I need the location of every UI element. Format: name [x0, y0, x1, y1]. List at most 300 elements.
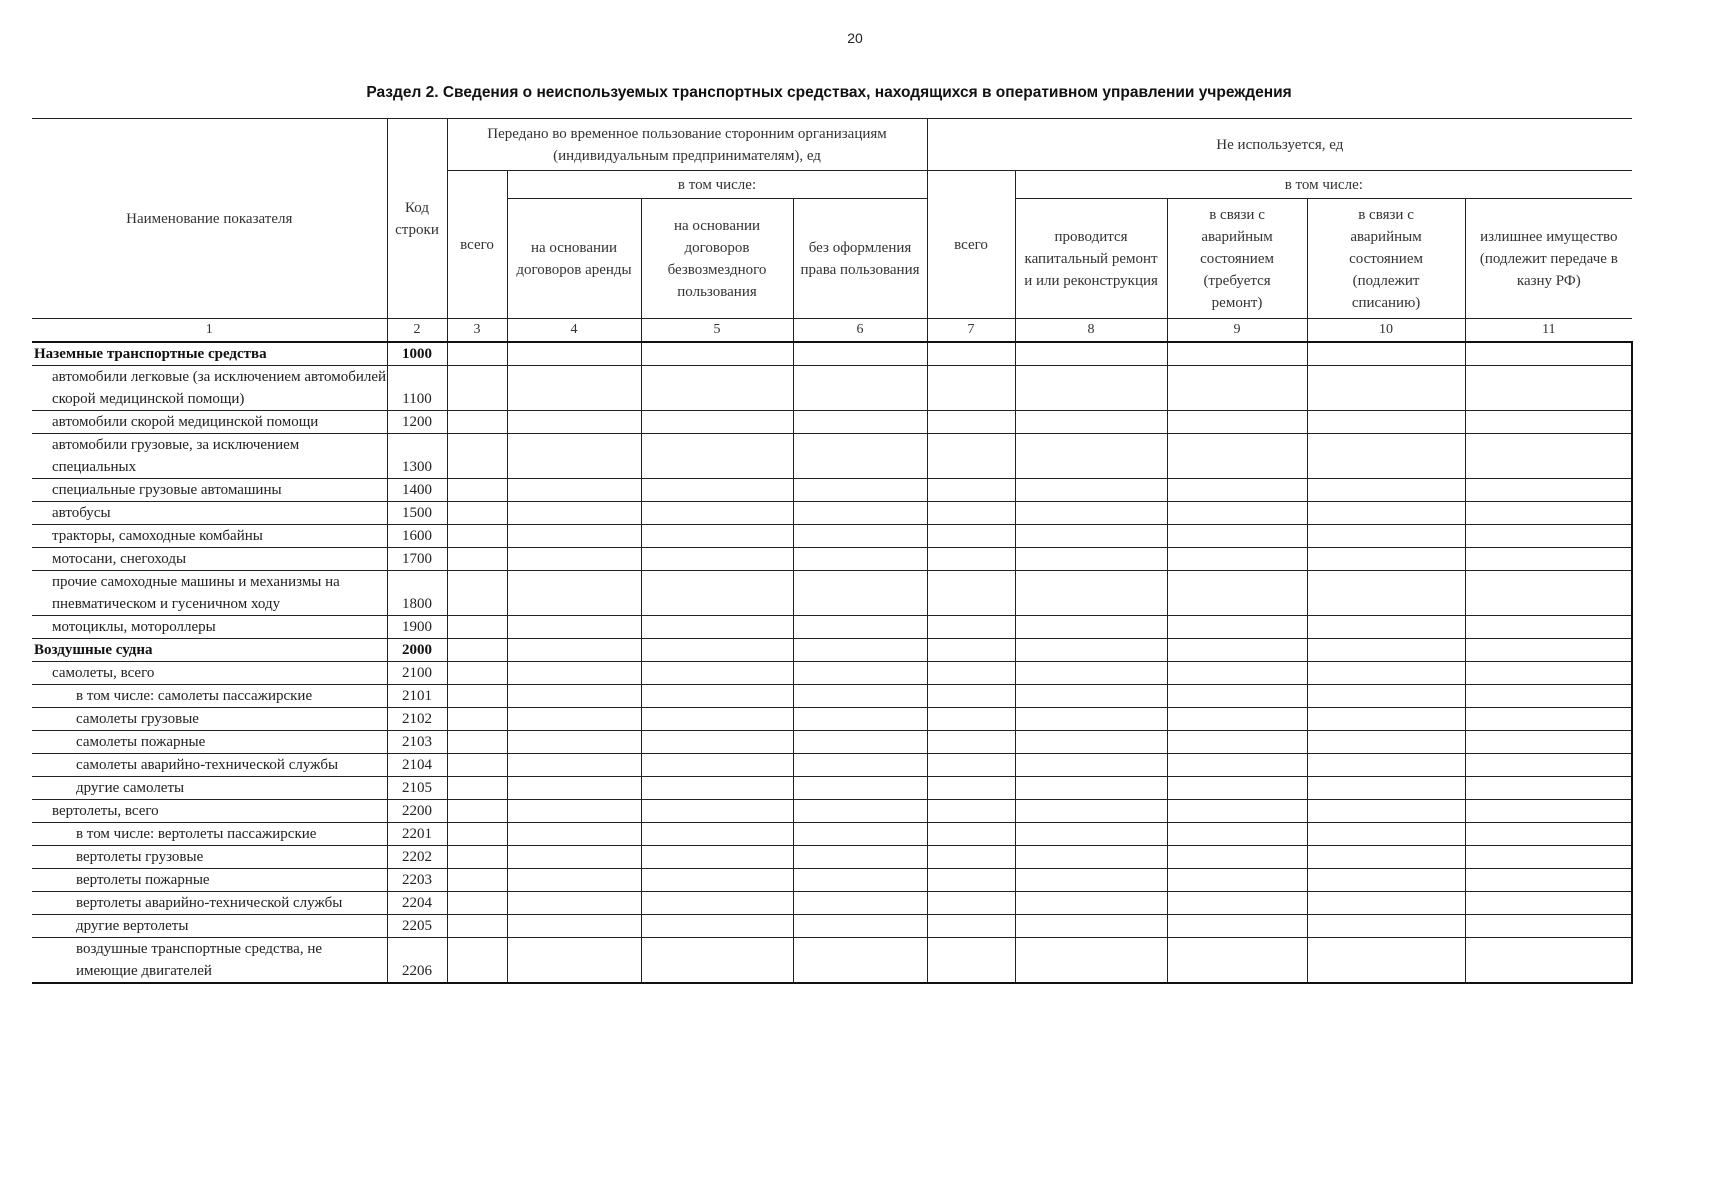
data-cell-col-10[interactable]	[1307, 892, 1465, 915]
data-cell-col-6[interactable]	[793, 502, 927, 525]
row-name: автобусы	[32, 502, 387, 525]
data-cell-col-4[interactable]	[507, 731, 641, 754]
header-unused: Не используется, ед	[927, 119, 1632, 171]
data-cell-col-7[interactable]	[927, 525, 1015, 548]
data-cell-col-7[interactable]	[927, 616, 1015, 639]
data-cell-col-4[interactable]	[507, 571, 641, 616]
data-cell-col-11[interactable]	[1465, 342, 1632, 366]
data-cell-col-11[interactable]	[1465, 731, 1632, 754]
data-cell-col-5[interactable]	[641, 662, 793, 685]
data-cell-col-6[interactable]	[793, 869, 927, 892]
data-cell-col-9[interactable]	[1167, 869, 1307, 892]
data-cell-col-5[interactable]	[641, 616, 793, 639]
data-cell-col-6[interactable]	[793, 846, 927, 869]
data-cell-col-3[interactable]	[447, 571, 507, 616]
data-cell-col-6[interactable]	[793, 662, 927, 685]
row-name: автомобили легковые (за исключением автомобилей скорой медицинской помощи)	[32, 366, 387, 411]
data-cell-col-7[interactable]	[927, 731, 1015, 754]
data-cell-col-5[interactable]	[641, 915, 793, 938]
data-cell-col-4[interactable]	[507, 938, 641, 984]
data-cell-col-5[interactable]	[641, 571, 793, 616]
data-cell-col-7[interactable]	[927, 639, 1015, 662]
page-number: 20	[847, 30, 863, 46]
row-code: 2200	[387, 800, 447, 823]
table-row	[32, 342, 1632, 366]
data-cell-col-9[interactable]	[1167, 571, 1307, 616]
data-cell-col-5[interactable]	[641, 823, 793, 846]
data-cell-col-6[interactable]	[793, 892, 927, 915]
data-cell-col-4[interactable]	[507, 548, 641, 571]
data-cell-col-10[interactable]	[1307, 571, 1465, 616]
data-cell-col-8[interactable]	[1015, 869, 1167, 892]
data-cell-col-9[interactable]	[1167, 915, 1307, 938]
table-row	[32, 708, 1632, 731]
data-cell-col-11[interactable]	[1465, 777, 1632, 800]
data-cell-col-6[interactable]	[793, 708, 927, 731]
data-cell-col-3[interactable]	[447, 502, 507, 525]
data-cell-col-3[interactable]	[447, 708, 507, 731]
data-cell-col-11[interactable]	[1465, 502, 1632, 525]
data-cell-col-10[interactable]	[1307, 777, 1465, 800]
data-cell-col-5[interactable]	[641, 685, 793, 708]
data-cell-col-4[interactable]	[507, 502, 641, 525]
data-cell-col-3[interactable]	[447, 846, 507, 869]
row-name: автомобили скорой медицинской помощи	[32, 411, 387, 434]
data-cell-col-4[interactable]	[507, 892, 641, 915]
data-cell-col-8[interactable]	[1015, 800, 1167, 823]
column-number: 11	[1465, 319, 1632, 343]
data-cell-col-5[interactable]	[641, 479, 793, 502]
table-row	[32, 366, 1632, 411]
column-number: 10	[1307, 319, 1465, 343]
data-cell-col-7[interactable]	[927, 777, 1015, 800]
data-cell-col-9[interactable]	[1167, 616, 1307, 639]
data-cell-col-7[interactable]	[927, 502, 1015, 525]
data-cell-col-9[interactable]	[1167, 502, 1307, 525]
data-cell-col-10[interactable]	[1307, 823, 1465, 846]
table-row	[32, 434, 1632, 479]
data-cell-col-8[interactable]	[1015, 938, 1167, 984]
data-cell-col-8[interactable]	[1015, 616, 1167, 639]
data-cell-col-5[interactable]	[641, 708, 793, 731]
data-cell-col-6[interactable]	[793, 342, 927, 366]
data-cell-col-3[interactable]	[447, 754, 507, 777]
data-cell-col-3[interactable]	[447, 800, 507, 823]
data-cell-col-10[interactable]	[1307, 800, 1465, 823]
data-cell-col-9[interactable]	[1167, 434, 1307, 479]
header-transferred-incl: в том числе:	[507, 171, 927, 199]
column-number: 3	[447, 319, 507, 343]
header-unused-accident-repair: в связи с аварийным состоянием (требуется ремонт)	[1167, 199, 1307, 319]
data-cell-col-7[interactable]	[927, 938, 1015, 984]
data-cell-col-7[interactable]	[927, 869, 1015, 892]
data-cell-col-9[interactable]	[1167, 892, 1307, 915]
row-code: 2204	[387, 892, 447, 915]
data-cell-col-8[interactable]	[1015, 662, 1167, 685]
row-name: Воздушные судна	[32, 639, 387, 662]
data-cell-col-10[interactable]	[1307, 846, 1465, 869]
data-cell-col-3[interactable]	[447, 892, 507, 915]
row-name: самолеты аварийно-технической службы	[32, 754, 387, 777]
row-code: 2104	[387, 754, 447, 777]
data-cell-col-8[interactable]	[1015, 731, 1167, 754]
data-cell-col-3[interactable]	[447, 639, 507, 662]
row-name: вертолеты грузовые	[32, 846, 387, 869]
data-cell-col-10[interactable]	[1307, 869, 1465, 892]
data-cell-col-4[interactable]	[507, 869, 641, 892]
data-cell-col-3[interactable]	[447, 938, 507, 984]
row-code: 1200	[387, 411, 447, 434]
data-cell-col-3[interactable]	[447, 662, 507, 685]
data-cell-col-11[interactable]	[1465, 366, 1632, 411]
row-code: 1400	[387, 479, 447, 502]
data-cell-col-6[interactable]	[793, 616, 927, 639]
data-cell-col-3[interactable]	[447, 366, 507, 411]
data-cell-col-6[interactable]	[793, 366, 927, 411]
data-cell-col-7[interactable]	[927, 411, 1015, 434]
data-cell-col-6[interactable]	[793, 571, 927, 616]
row-name: самолеты грузовые	[32, 708, 387, 731]
data-cell-col-10[interactable]	[1307, 479, 1465, 502]
data-cell-col-8[interactable]	[1015, 434, 1167, 479]
data-cell-col-11[interactable]	[1465, 754, 1632, 777]
data-cell-col-10[interactable]	[1307, 662, 1465, 685]
data-cell-col-10[interactable]	[1307, 708, 1465, 731]
table-row	[32, 548, 1632, 571]
data-cell-col-6[interactable]	[793, 479, 927, 502]
column-number: 5	[641, 319, 793, 343]
data-cell-col-8[interactable]	[1015, 823, 1167, 846]
table-row	[32, 479, 1632, 502]
data-cell-col-11[interactable]	[1465, 639, 1632, 662]
data-cell-col-8[interactable]	[1015, 571, 1167, 616]
data-cell-col-9[interactable]	[1167, 342, 1307, 366]
data-cell-col-7[interactable]	[927, 846, 1015, 869]
data-cell-col-6[interactable]	[793, 525, 927, 548]
data-cell-col-10[interactable]	[1307, 366, 1465, 411]
data-cell-col-10[interactable]	[1307, 548, 1465, 571]
data-cell-col-11[interactable]	[1465, 548, 1632, 571]
data-cell-col-11[interactable]	[1465, 892, 1632, 915]
data-cell-col-10[interactable]	[1307, 411, 1465, 434]
data-cell-col-4[interactable]	[507, 342, 641, 366]
data-cell-col-11[interactable]	[1465, 616, 1632, 639]
data-cell-col-4[interactable]	[507, 639, 641, 662]
header-unused-total: всего	[927, 171, 1015, 319]
data-cell-col-9[interactable]	[1167, 823, 1307, 846]
data-cell-col-5[interactable]	[641, 754, 793, 777]
data-cell-col-9[interactable]	[1167, 708, 1307, 731]
data-cell-col-7[interactable]	[927, 434, 1015, 479]
data-cell-col-3[interactable]	[447, 869, 507, 892]
data-cell-col-11[interactable]	[1465, 869, 1632, 892]
data-cell-col-3[interactable]	[447, 479, 507, 502]
header-transferred-rent: на основании договоров аренды	[507, 199, 641, 319]
table-row	[32, 915, 1632, 938]
data-cell-col-7[interactable]	[927, 548, 1015, 571]
data-cell-col-4[interactable]	[507, 434, 641, 479]
table-body	[32, 342, 1632, 983]
header-name: Наименование показателя	[32, 119, 387, 319]
data-cell-col-7[interactable]	[927, 479, 1015, 502]
data-cell-col-3[interactable]	[447, 616, 507, 639]
data-cell-col-10[interactable]	[1307, 754, 1465, 777]
data-cell-col-3[interactable]	[447, 411, 507, 434]
row-code: 2101	[387, 685, 447, 708]
data-cell-col-9[interactable]	[1167, 777, 1307, 800]
data-cell-col-10[interactable]	[1307, 342, 1465, 366]
data-cell-col-8[interactable]	[1015, 525, 1167, 548]
data-cell-col-8[interactable]	[1015, 366, 1167, 411]
data-cell-col-3[interactable]	[447, 731, 507, 754]
data-cell-col-9[interactable]	[1167, 525, 1307, 548]
data-cell-col-7[interactable]	[927, 823, 1015, 846]
data-cell-col-9[interactable]	[1167, 938, 1307, 984]
row-name: специальные грузовые автомашины	[32, 479, 387, 502]
data-cell-col-3[interactable]	[447, 342, 507, 366]
data-cell-col-3[interactable]	[447, 548, 507, 571]
header-code: Код строки	[387, 119, 447, 319]
data-cell-col-8[interactable]	[1015, 411, 1167, 434]
table-row	[32, 938, 1632, 984]
row-name: самолеты, всего	[32, 662, 387, 685]
data-cell-col-5[interactable]	[641, 892, 793, 915]
data-cell-col-10[interactable]	[1307, 639, 1465, 662]
row-name: тракторы, самоходные комбайны	[32, 525, 387, 548]
row-name: другие вертолеты	[32, 915, 387, 938]
data-cell-col-8[interactable]	[1015, 548, 1167, 571]
row-name: мотоциклы, мотороллеры	[32, 616, 387, 639]
row-name: воздушные транспортные средства, не имеющие двигателей	[32, 938, 387, 984]
data-cell-col-5[interactable]	[641, 800, 793, 823]
data-cell-col-7[interactable]	[927, 685, 1015, 708]
data-cell-col-6[interactable]	[793, 434, 927, 479]
table-row	[32, 502, 1632, 525]
data-cell-col-8[interactable]	[1015, 777, 1167, 800]
data-cell-col-3[interactable]	[447, 915, 507, 938]
row-code: 2205	[387, 915, 447, 938]
table-row	[32, 731, 1632, 754]
header-transferred-free: на основании договоров безвозмездного пользования	[641, 199, 793, 319]
data-cell-col-11[interactable]	[1465, 571, 1632, 616]
data-cell-col-11[interactable]	[1465, 479, 1632, 502]
row-name: автомобили грузовые, за исключением специальных	[32, 434, 387, 479]
header-unused-excess: излишнее имущество (подлежит передаче в казну РФ)	[1465, 199, 1632, 319]
data-cell-col-11[interactable]	[1465, 434, 1632, 479]
data-cell-col-10[interactable]	[1307, 525, 1465, 548]
data-cell-col-9[interactable]	[1167, 411, 1307, 434]
data-cell-col-9[interactable]	[1167, 639, 1307, 662]
data-cell-col-5[interactable]	[641, 342, 793, 366]
column-number: 2	[387, 319, 447, 343]
data-cell-col-11[interactable]	[1465, 938, 1632, 984]
data-cell-col-9[interactable]	[1167, 366, 1307, 411]
row-code: 2203	[387, 869, 447, 892]
data-cell-col-3[interactable]	[447, 434, 507, 479]
data-cell-col-6[interactable]	[793, 938, 927, 984]
data-cell-col-11[interactable]	[1465, 662, 1632, 685]
data-cell-col-5[interactable]	[641, 502, 793, 525]
row-name: вертолеты, всего	[32, 800, 387, 823]
section-title: Раздел 2. Сведения о неиспользуемых транспортных средствах, находящихся в оперативном управлении учреждения	[366, 84, 1292, 101]
data-cell-col-5[interactable]	[641, 411, 793, 434]
row-name: другие самолеты	[32, 777, 387, 800]
data-cell-col-7[interactable]	[927, 754, 1015, 777]
table-row	[32, 411, 1632, 434]
table-row	[32, 892, 1632, 915]
table-row	[32, 754, 1632, 777]
data-cell-col-5[interactable]	[641, 777, 793, 800]
data-cell-col-8[interactable]	[1015, 915, 1167, 938]
data-cell-col-4[interactable]	[507, 366, 641, 411]
data-cell-col-7[interactable]	[927, 571, 1015, 616]
row-code: 2206	[387, 938, 447, 984]
data-cell-col-5[interactable]	[641, 731, 793, 754]
data-cell-col-11[interactable]	[1465, 525, 1632, 548]
row-name: Наземные транспортные средства	[32, 342, 387, 366]
data-cell-col-5[interactable]	[641, 846, 793, 869]
data-cell-col-4[interactable]	[507, 616, 641, 639]
data-cell-col-6[interactable]	[793, 915, 927, 938]
column-number: 7	[927, 319, 1015, 343]
row-code: 2103	[387, 731, 447, 754]
data-cell-col-7[interactable]	[927, 892, 1015, 915]
data-cell-col-5[interactable]	[641, 434, 793, 479]
data-cell-col-8[interactable]	[1015, 892, 1167, 915]
table-row	[32, 662, 1632, 685]
data-cell-col-4[interactable]	[507, 777, 641, 800]
data-cell-col-8[interactable]	[1015, 708, 1167, 731]
data-cell-col-11[interactable]	[1465, 708, 1632, 731]
data-cell-col-5[interactable]	[641, 525, 793, 548]
data-cell-col-6[interactable]	[793, 731, 927, 754]
table-row	[32, 777, 1632, 800]
data-cell-col-11[interactable]	[1465, 800, 1632, 823]
data-cell-col-8[interactable]	[1015, 846, 1167, 869]
row-code: 2201	[387, 823, 447, 846]
table-row	[32, 639, 1632, 662]
column-number: 6	[793, 319, 927, 343]
row-code: 1300	[387, 434, 447, 479]
row-name: прочие самоходные машины и механизмы на пневматическом и гусеничном ходу	[32, 571, 387, 616]
data-cell-col-7[interactable]	[927, 662, 1015, 685]
column-numbers-row	[32, 319, 1632, 343]
data-cell-col-6[interactable]	[793, 823, 927, 846]
table-row	[32, 846, 1632, 869]
data-cell-col-9[interactable]	[1167, 548, 1307, 571]
data-cell-col-6[interactable]	[793, 685, 927, 708]
data-cell-col-5[interactable]	[641, 938, 793, 984]
table-row	[32, 800, 1632, 823]
header-transferred-noright: без оформления права пользования	[793, 199, 927, 319]
data-cell-col-9[interactable]	[1167, 479, 1307, 502]
row-code: 2102	[387, 708, 447, 731]
data-cell-col-6[interactable]	[793, 548, 927, 571]
data-cell-col-3[interactable]	[447, 823, 507, 846]
data-cell-col-4[interactable]	[507, 525, 641, 548]
data-cell-col-10[interactable]	[1307, 915, 1465, 938]
data-cell-col-4[interactable]	[507, 915, 641, 938]
header-transferred-total: всего	[447, 171, 507, 319]
data-cell-col-4[interactable]	[507, 800, 641, 823]
data-cell-col-6[interactable]	[793, 800, 927, 823]
data-cell-col-8[interactable]	[1015, 639, 1167, 662]
column-number: 4	[507, 319, 641, 343]
data-cell-col-7[interactable]	[927, 342, 1015, 366]
header-unused-incl: в том числе:	[1015, 171, 1632, 199]
data-cell-col-10[interactable]	[1307, 502, 1465, 525]
row-code: 1500	[387, 502, 447, 525]
data-cell-col-9[interactable]	[1167, 800, 1307, 823]
data-cell-col-8[interactable]	[1015, 685, 1167, 708]
data-cell-col-4[interactable]	[507, 754, 641, 777]
data-cell-col-11[interactable]	[1465, 411, 1632, 434]
row-code: 1000	[387, 342, 447, 366]
data-cell-col-10[interactable]	[1307, 731, 1465, 754]
data-cell-col-10[interactable]	[1307, 434, 1465, 479]
data-cell-col-4[interactable]	[507, 846, 641, 869]
data-cell-col-5[interactable]	[641, 869, 793, 892]
data-cell-col-10[interactable]	[1307, 938, 1465, 984]
data-cell-col-6[interactable]	[793, 411, 927, 434]
data-cell-col-7[interactable]	[927, 915, 1015, 938]
data-cell-col-4[interactable]	[507, 685, 641, 708]
data-cell-col-4[interactable]	[507, 662, 641, 685]
data-cell-col-5[interactable]	[641, 548, 793, 571]
table-row	[32, 685, 1632, 708]
data-cell-col-4[interactable]	[507, 411, 641, 434]
row-code: 1100	[387, 366, 447, 411]
data-cell-col-6[interactable]	[793, 639, 927, 662]
data-cell-col-8[interactable]	[1015, 342, 1167, 366]
data-cell-col-3[interactable]	[447, 777, 507, 800]
header-transferred: Передано во временное пользование сторонним организациям (индивидуальным предпринимателям), ед	[447, 119, 927, 171]
data-cell-col-5[interactable]	[641, 366, 793, 411]
data-cell-col-11[interactable]	[1465, 915, 1632, 938]
data-cell-col-8[interactable]	[1015, 502, 1167, 525]
data-cell-col-6[interactable]	[793, 754, 927, 777]
report-table	[32, 118, 1633, 984]
row-name: в том числе: вертолеты пассажирские	[32, 823, 387, 846]
data-cell-col-7[interactable]	[927, 708, 1015, 731]
data-cell-col-9[interactable]	[1167, 685, 1307, 708]
data-cell-col-3[interactable]	[447, 685, 507, 708]
data-cell-col-10[interactable]	[1307, 616, 1465, 639]
data-cell-col-9[interactable]	[1167, 662, 1307, 685]
data-cell-col-5[interactable]	[641, 639, 793, 662]
data-cell-col-9[interactable]	[1167, 846, 1307, 869]
data-cell-col-7[interactable]	[927, 366, 1015, 411]
data-cell-col-11[interactable]	[1465, 685, 1632, 708]
data-cell-col-8[interactable]	[1015, 754, 1167, 777]
data-cell-col-9[interactable]	[1167, 731, 1307, 754]
data-cell-col-10[interactable]	[1307, 685, 1465, 708]
data-cell-col-11[interactable]	[1465, 823, 1632, 846]
data-cell-col-3[interactable]	[447, 525, 507, 548]
data-cell-col-4[interactable]	[507, 823, 641, 846]
data-cell-col-4[interactable]	[507, 479, 641, 502]
data-cell-col-11[interactable]	[1465, 846, 1632, 869]
data-cell-col-4[interactable]	[507, 708, 641, 731]
data-cell-col-8[interactable]	[1015, 479, 1167, 502]
row-name: мотосани, снегоходы	[32, 548, 387, 571]
data-cell-col-6[interactable]	[793, 777, 927, 800]
row-name: самолеты пожарные	[32, 731, 387, 754]
row-code: 2202	[387, 846, 447, 869]
data-cell-col-7[interactable]	[927, 800, 1015, 823]
header-unused-accident-writeoff: в связи с аварийным состоянием (подлежит списанию)	[1307, 199, 1465, 319]
data-cell-col-9[interactable]	[1167, 754, 1307, 777]
